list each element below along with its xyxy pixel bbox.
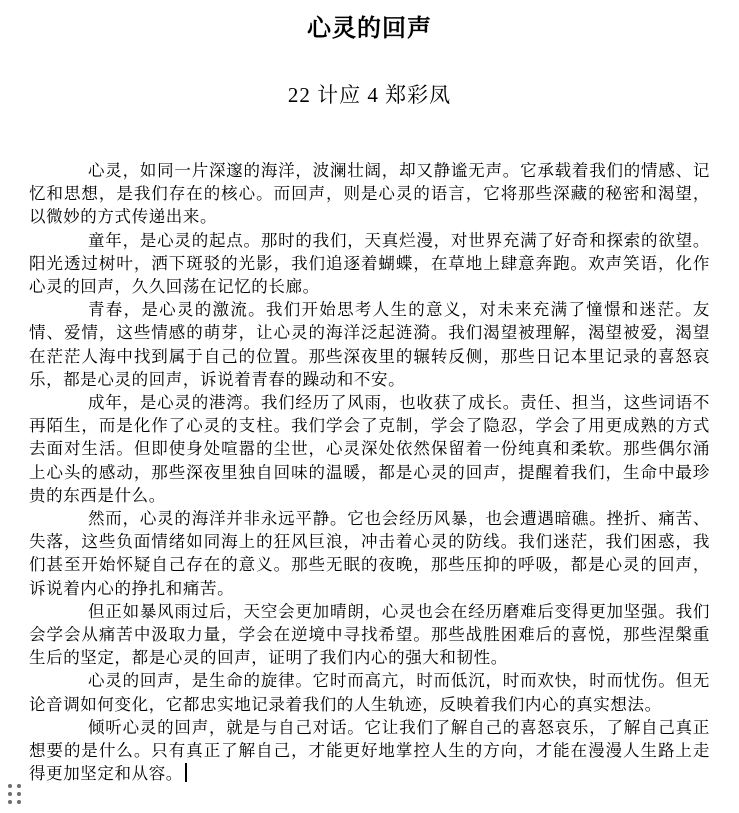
drag-handle-icon[interactable] — [8, 784, 21, 804]
paragraph[interactable] — [29, 391, 710, 507]
paragraph-text: 心灵，如同一片深邃的海洋，波澜壮阔，却又静谧无声。它承载着我们的情感、记忆和思想，是我们存在的核心。而回声，则是心灵的语言，它将那些深藏的秘密和渴望，以微妙的方式传递出来。 — [29, 161, 710, 227]
paragraph-text: 但正如暴风雨过后，天空会更加晴朗，心灵也会在经历磨难后变得更加坚强。我们会学会从痛苦中汲取力量，学会在逆境中寻找希望。那些战胜困难后的喜悦，那些涅槃重生后的坚定，都是心灵的回声，证明了我们内心的强大和韧性。 — [29, 601, 710, 668]
drag-handle-dot — [8, 784, 12, 788]
paragraph-text: 成年，是心灵的港湾。我们经历了风雨，也收获了成长。责任、担当，这些词语不再陌生，而是化作了心灵的支柱。我们学会了克制，学会了隐忍，学会了用更成熟的方式去面对生活。但即使身处喧嚣的尘世，心灵深处依然保留着一份纯真和柔软。那些偶尔涌上心头的感动，那些深夜里独自回味的温暖，都是心灵的回声，提醒着我们，生命中最珍贵的东西是什么。 — [29, 393, 710, 505]
paragraph[interactable] — [29, 600, 710, 670]
document-body — [0, 159, 739, 785]
paragraph-text: 童年，是心灵的起点。那时的我们，天真烂漫，对世界充满了好奇和探索的欲望。阳光透过树叶，洒下斑驳的光影，我们追逐着蝴蝶，在草地上肆意奔跑。欢声笑语，化作心灵的回声，久久回荡在记忆的长廊。 — [29, 230, 710, 297]
document-byline[interactable]: 22 计应 4 郑彩凤 — [287, 83, 452, 107]
drag-handle-dot — [8, 792, 12, 796]
drag-handle-dot — [17, 792, 21, 796]
text-caret — [185, 763, 187, 782]
paragraph[interactable] — [29, 229, 710, 299]
drag-handle-dot — [17, 784, 21, 788]
paragraph[interactable] — [29, 716, 710, 786]
paragraph[interactable] — [29, 669, 710, 715]
drag-handle-dot — [17, 800, 21, 804]
document-page — [0, 14, 739, 813]
paragraph-text: 青春，是心灵的激流。我们开始思考人生的意义，对未来充满了憧憬和迷茫。友情、爱情，这些情感的萌芽，让心灵的海洋泛起涟漪。我们渴望被理解，渴望被爱，渴望在茫茫人海中找到属于自己的位置。那些深夜里的辗转反侧，那些日记本里记录的喜怒哀乐，都是心灵的回声，诉说着青春的躁动和不安。 — [29, 300, 710, 389]
paragraph[interactable] — [29, 507, 710, 600]
paragraph[interactable] — [29, 159, 710, 229]
paragraph-text: 倾听心灵的回声，就是与自己对话。它让我们了解自己的喜怒哀乐，了解自己真正想要的是什么。只有真正了解自己，才能更好地掌控人生的方向，才能在漫漫人生路上走得更加坚定和从容。 — [29, 717, 710, 784]
paragraph[interactable] — [29, 298, 710, 391]
document-title[interactable]: 心灵的回声 — [307, 15, 432, 42]
paragraph-text: 然而，心灵的海洋并非永远平静。它也会经历风暴，也会遭遇暗礁。挫折、痛苦、失落，这些负面情绪如同海上的狂风巨浪，冲击着心灵的防线。我们迷茫，我们困惑，我们甚至开始怀疑自己存在的意义。那些无眠的夜晚，那些压抑的呼吸，都是心灵的回声，诉说着内心的挣扎和痛苦。 — [29, 509, 710, 598]
paragraph-text: 心灵的回声，是生命的旋律。它时而高亢，时而低沉，时而欢快，时而忧伤。但无论音调如何变化，它都忠实地记录着我们的人生轨迹，反映着我们内心的真实想法。 — [29, 671, 710, 714]
drag-handle-dot — [8, 800, 12, 804]
